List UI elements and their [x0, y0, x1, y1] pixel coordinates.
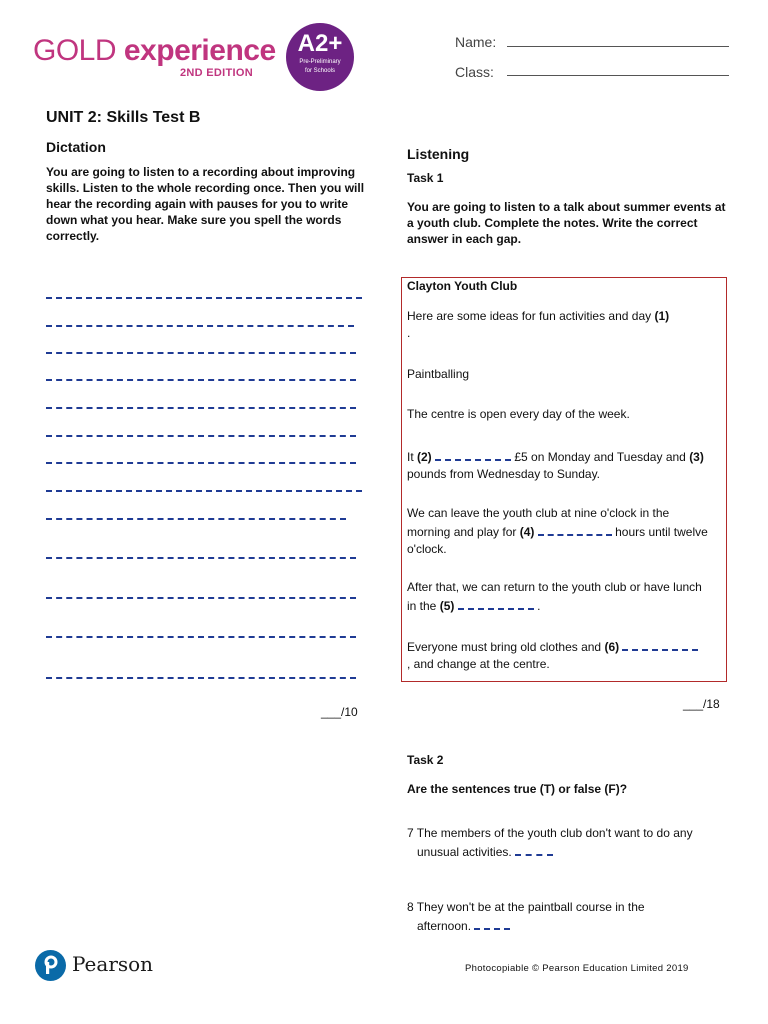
- dictation-line[interactable]: [46, 597, 356, 599]
- name-field[interactable]: [507, 46, 729, 47]
- note-opening: The centre is open every day of the week.: [407, 407, 630, 421]
- gap-number-6: (6): [604, 640, 620, 654]
- note-text: It: [407, 450, 414, 464]
- pearson-p-icon: [35, 950, 66, 981]
- note-text: , and change at the centre.: [407, 657, 550, 671]
- gap-number-1: (1): [654, 309, 670, 323]
- note-text: We can leave the youth club at nine o'clock in the morning and play for: [407, 506, 670, 539]
- question-7: [407, 825, 737, 861]
- dictation-line[interactable]: [46, 490, 362, 492]
- class-field[interactable]: [507, 75, 729, 76]
- answer-gap-4[interactable]: [538, 522, 612, 536]
- note-text: .: [537, 599, 541, 613]
- dictation-line[interactable]: [46, 379, 356, 381]
- dictation-line[interactable]: [46, 297, 362, 299]
- question-text: unusual activities.: [417, 845, 512, 859]
- badge-line2: for Schools: [304, 68, 335, 74]
- note-text: Everyone must bring old clothes and: [407, 640, 602, 654]
- note-text: hours until twelve o'clock.: [407, 525, 708, 556]
- task2-heading: Task 2: [407, 753, 444, 767]
- question-text: 8 They won't be at the paintball course in the: [407, 900, 645, 914]
- note-end: .: [407, 326, 411, 340]
- dictation-heading: Dictation: [46, 139, 106, 155]
- logo-word-experience: experience: [123, 34, 276, 67]
- task1-heading: Task 1: [407, 171, 444, 185]
- logo-word-gold: GOLD: [33, 34, 117, 67]
- note-prices: [407, 447, 725, 483]
- pearson-logo-icon: [35, 950, 66, 981]
- question-8: [407, 899, 737, 935]
- dictation-line[interactable]: [46, 325, 354, 327]
- answer-gap-7[interactable]: [515, 842, 553, 856]
- dictation-instructions: You are going to listen to a recording about improving skills. Listen to the whole recording once. Then you will hear the recording again with pauses for you to write down what you hear. Make sure you spell the words correctly.: [46, 165, 365, 243]
- task1-score: ___/18: [683, 697, 720, 711]
- note-activities: [407, 308, 723, 342]
- gap-number-3: (3): [689, 450, 704, 464]
- gap-number-5: (5): [439, 599, 455, 613]
- answer-gap-5[interactable]: [458, 596, 534, 610]
- dictation-score: ___/10: [321, 705, 358, 719]
- task2-instructions: Are the sentences true (T) or false (F)?: [407, 782, 628, 796]
- dictation-line[interactable]: [46, 462, 356, 464]
- gap-number-4: (4): [519, 525, 535, 539]
- badge-line1: Pre-Preliminary: [299, 59, 341, 65]
- note-text: pounds from Wednesday to Sunday.: [407, 467, 601, 481]
- gold-experience-logo: [33, 34, 276, 68]
- answer-gap-6[interactable]: [622, 637, 698, 651]
- copyright-text: Photocopiable © Pearson Education Limited 2019: [465, 963, 689, 974]
- question-text: afternoon.: [417, 919, 472, 933]
- dictation-line[interactable]: [46, 518, 346, 520]
- dictation-line[interactable]: [46, 435, 356, 437]
- listening-heading: Listening: [407, 146, 470, 162]
- logo-edition: 2ND EDITION: [180, 67, 253, 79]
- level-badge: [286, 23, 354, 91]
- dictation-line[interactable]: [46, 352, 356, 354]
- answer-gap-8[interactable]: [474, 916, 510, 930]
- note-text: After that, we can return to the youth club or have lunch in the: [407, 580, 702, 613]
- note-leaving: [407, 505, 715, 558]
- note-text: Here are some ideas for fun activities and day: [407, 309, 652, 323]
- task1-instructions: You are going to listen to a talk about summer events at a youth club. Complete the notes. Write the correct answer in each gap.: [407, 200, 726, 246]
- note-text: £5 on Monday and Tuesday and: [514, 450, 686, 464]
- dictation-line[interactable]: [46, 407, 356, 409]
- gap-number-2: (2): [417, 450, 432, 464]
- pearson-logo-text: Pearson: [72, 952, 154, 976]
- unit-title: UNIT 2: Skills Test B: [46, 109, 201, 126]
- dictation-line[interactable]: [46, 557, 356, 559]
- note-lunch: [407, 579, 707, 615]
- class-label: Class:: [455, 64, 494, 80]
- question-text: 7 The members of the youth club don't want to do any: [407, 826, 693, 840]
- answer-gap-2[interactable]: [435, 447, 511, 461]
- notes-title: Clayton Youth Club: [407, 279, 518, 293]
- name-label: Name:: [455, 34, 497, 50]
- note-paintballing: Paintballing: [407, 367, 470, 381]
- badge-level: A2+: [297, 30, 343, 57]
- dictation-line[interactable]: [46, 677, 356, 679]
- dictation-line[interactable]: [46, 636, 356, 638]
- note-clothes: [407, 637, 721, 673]
